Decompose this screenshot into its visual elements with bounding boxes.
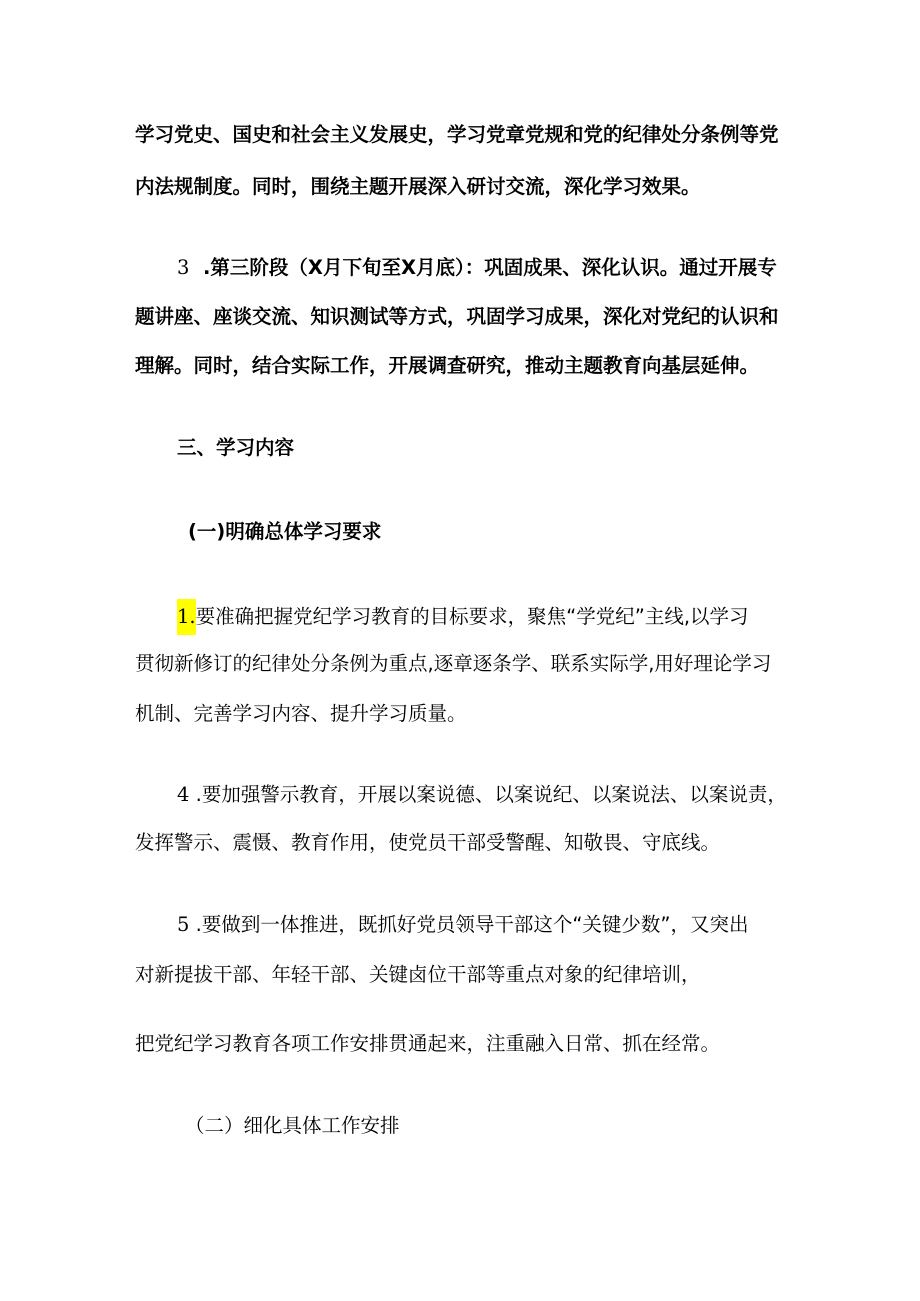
subsection-heading: （二）细化具体工作安排 bbox=[185, 1114, 400, 1137]
requirement-five-first-line bbox=[177, 911, 797, 939]
paragraph-text: .要做到一体推进，既抓好党员领导干部这个“关键少数”，又突出 bbox=[195, 913, 749, 936]
paragraph-line: 贯彻新修订的纪律处分条例为重点,逐章逐条学、联系实际学,用好理论学习 bbox=[135, 652, 772, 675]
paragraph-line: 发挥警示、震慑、教育作用，使党员干部受警醒、知敬畏、守底线。 bbox=[135, 831, 721, 854]
paragraph-text: .第三阶段（X月下旬至X月底）：巩固成果、深化认识。通过开展专 bbox=[203, 256, 777, 279]
section-heading: 三、学习内容 bbox=[177, 436, 295, 459]
paragraph-line: 机制、完善学习内容、提升学习质量。 bbox=[135, 702, 467, 725]
paragraph-text: 要准确把握党纪学习教育的目标要求，聚焦“学党纪”主线,以学习 bbox=[195, 605, 749, 628]
list-number: 3 bbox=[177, 256, 190, 279]
requirement-one-first-line bbox=[177, 599, 797, 635]
paragraph-line: 学习党史、国史和社会主义发展史，学习党章党规和党的纪律处分条例等党 bbox=[135, 123, 779, 146]
requirement-four-first-line bbox=[177, 781, 797, 809]
stage-three-paragraph-first-line bbox=[177, 254, 797, 282]
paragraph-line: 理解。同时，结合实际工作，开展调查研究，推动主题教育向基层延伸。 bbox=[135, 354, 760, 377]
paragraph-text: .要加强警示教育，开展以案说德、以案说纪、以案说法、以案说责， bbox=[195, 783, 787, 806]
subsection-heading: (一)明确总体学习要求 bbox=[188, 520, 382, 543]
paragraph-line: 把党纪学习教育各项工作安排贯通起来，注重融入日常、抓在经常。 bbox=[135, 1032, 721, 1055]
paragraph-line: 题讲座、座谈交流、知识测试等方式，巩固学习成果，深化对党纪的认识和 bbox=[135, 305, 779, 328]
list-number: 4 bbox=[177, 783, 190, 806]
paragraph-line: 对新提拔干部、年轻干部、关键卤位干部等重点对象的纪律培训， bbox=[135, 963, 701, 986]
list-number: 5 bbox=[177, 913, 190, 936]
paragraph-line: 内法规制度。同时，围绕主题开展深入研讨交流，深化学习效果。 bbox=[135, 175, 701, 198]
highlighted-list-number: 1. bbox=[177, 599, 196, 635]
